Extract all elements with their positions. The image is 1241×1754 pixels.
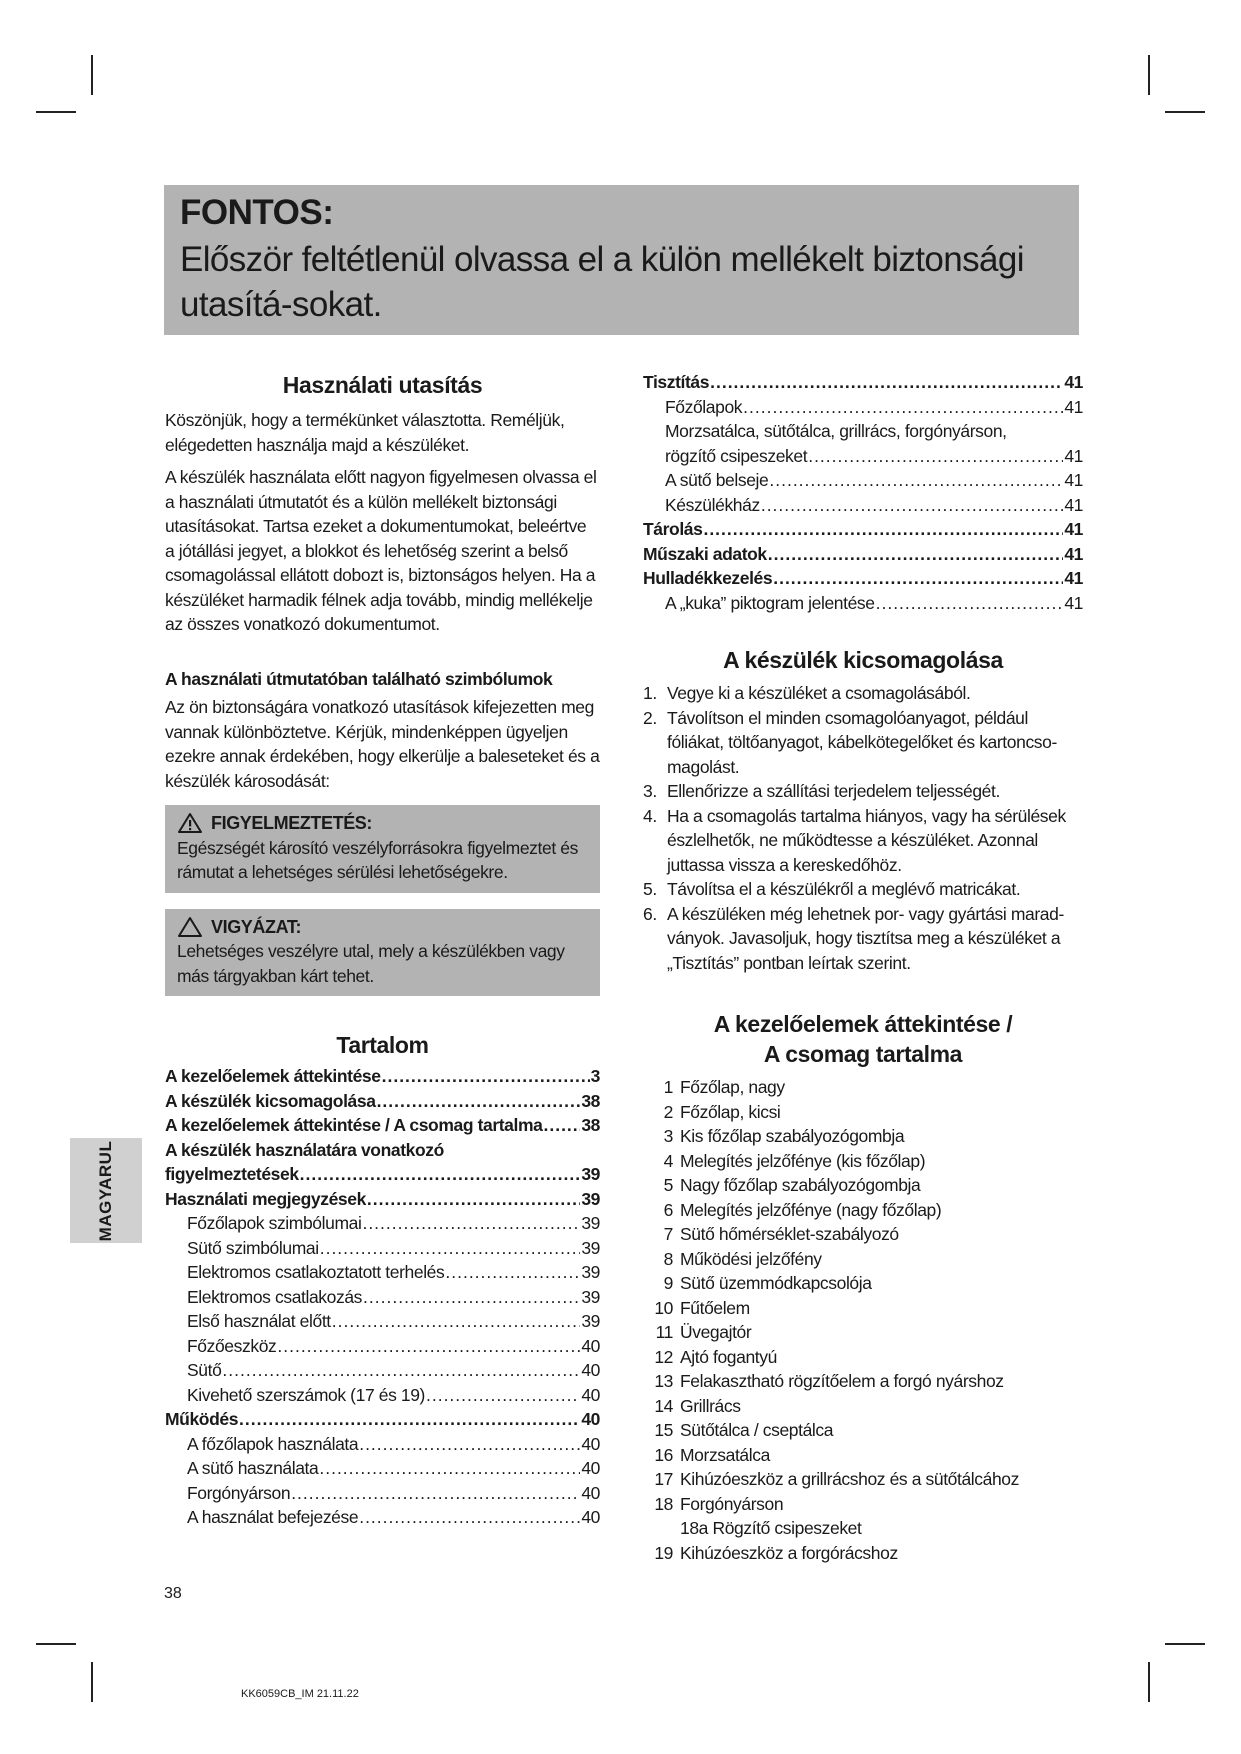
list-item: 3. Ellenőrizze a szállítási terjedelem teljességét. [643, 781, 1000, 801]
footer-code: KK6059CB_IM 21.11.22 [241, 1688, 359, 1700]
toc-item[interactable]: A készülék kicsomagolása ..... 38 [165, 1089, 600, 1114]
crop-mark [1148, 1662, 1150, 1702]
right-column [643, 370, 1083, 1565]
toc-item[interactable]: Elektromos csatlakozás ..... 39 [165, 1285, 600, 1310]
toc-item[interactable]: rögzítő csipeszeket ..... 41 [643, 444, 1083, 469]
unpacking-steps [643, 681, 1083, 975]
symbols-heading: A használati útmutatóban található szimbólumok [165, 668, 553, 689]
list-item: 1 Főzőlap, nagy [663, 1077, 785, 1097]
toc-item[interactable]: A „kuka” piktogram jelentése ..... 41 [643, 591, 1083, 616]
toc-item[interactable]: Kivehető szerszámok (17 és 19) ..... 40 [165, 1383, 600, 1408]
symbols-text: Az ön biztonságára vonatkozó utasítások kifejezetten meg vannak különböztetve. Kérjük, mindenképpen ügyeljen ezekre annak érdekében, hogy elkerülje a baleseteket és a készülék károsodását: [165, 697, 600, 791]
important-title: FONTOS: [180, 193, 334, 232]
table-of-contents [165, 1064, 600, 1530]
list-item: 8 Működési jelzőfény [663, 1248, 822, 1269]
toc-item[interactable]: Működés ..... 40 [165, 1407, 600, 1432]
caution-title: VIGYÁZAT: [211, 916, 302, 937]
warning-triangle-icon [177, 812, 203, 834]
toc-item[interactable]: Főzőlapok ..... 41 [643, 395, 1083, 420]
toc-heading: Tartalom [336, 1032, 429, 1058]
toc-item[interactable]: A kezelőelemek áttekintése ..... 3 [165, 1064, 600, 1089]
parts-heading-1: A kezelőelemek áttekintése / [713, 1011, 1013, 1037]
list-item: 10 Fűtőelem [654, 1297, 750, 1318]
toc-item[interactable]: Tisztítás ..... 41 [643, 370, 1083, 395]
list-item: 13 Felakasztható rögzítőelem a forgó nyárshoz [654, 1371, 1004, 1391]
toc-item[interactable]: Használati megjegyzések ..... 39 [165, 1187, 600, 1212]
list-item: 3 Kis főzőlap szabályozógombja [663, 1126, 905, 1146]
crop-mark [91, 1662, 93, 1702]
list-item: 18 Forgónyárson [654, 1493, 784, 1514]
list-item: 2. Távolítson el minden csomagolóanyagot, például fóliákat, töltőanyagot, kábelkötegelőket és kartoncso-magolást. [643, 707, 1057, 777]
toc-item[interactable]: A sütő belseje ..... 41 [643, 468, 1083, 493]
crop-mark [1165, 1643, 1205, 1645]
list-item: 11 Üvegajtór [655, 1322, 752, 1342]
language-tab [70, 1138, 142, 1243]
warning-text: Egészségét károsító veszélyforrásokra figyelmeztet és rámutat a lehetséges sérülési lehetőségekre. [177, 837, 578, 882]
crop-mark [36, 111, 76, 113]
intro-paragraph-2: A készülék használata előtt nagyon figyelmesen olvassa el a használati útmutatót és a külön mellékelt biztonsági utasításokat. Tartsa ezeket a dokumentumokat, beleértve a jótállási jegyet, a blokkot és lehetőség szerint a belső csomagolással ellátott dobozt is, biztonságos helyen. Ha a készüléket harmadik félnek adja tovább, mindig mellékelje az összes vonatkozó dokumentumot. [165, 467, 597, 634]
list-item: 4. Ha a csomagolás tartalma hiányos, vagy ha sérülések észlelhetők, ne működtesse a készüléket. Azonnal juttassa vissza a kereskedőhöz. [643, 805, 1066, 875]
crop-mark [91, 55, 93, 95]
toc-item[interactable]: Első használat előtt ..... 39 [165, 1309, 600, 1334]
list-item: 18a Rögzítő csipeszeket [680, 1518, 862, 1538]
crop-mark [1165, 111, 1205, 113]
toc-item[interactable]: A használat befejezése ..... 40 [165, 1505, 600, 1530]
toc-item[interactable]: A készülék használatára vonatkozó [165, 1139, 444, 1160]
crop-mark [36, 1643, 76, 1645]
important-text: Először feltétlenül olvassa el a külön mellékelt biztonsági utasítá-sokat. [180, 240, 1024, 324]
toc-item[interactable]: Elektromos csatlakoztatott terhelés ..... 39 [165, 1260, 600, 1285]
caution-text: Lehetséges veszélyre utal, mely a készülékben vagy más tárgyakban kárt tehet. [177, 941, 565, 986]
parts-list [643, 1075, 1083, 1565]
list-item: 14 Grillrács [654, 1395, 741, 1416]
parts-heading-2: A csomag tartalma [763, 1041, 963, 1067]
list-item: 2 Főzőlap, kicsi [663, 1101, 781, 1122]
list-item: 12 Ajtó fogantyú [654, 1346, 777, 1367]
left-column [165, 370, 600, 1530]
list-item: 19 Kihúzóeszköz a forgórácshoz [654, 1542, 898, 1563]
important-notice [164, 185, 1079, 335]
crop-mark [1148, 55, 1150, 95]
toc-item[interactable]: Főzőeszköz ..... 40 [165, 1334, 600, 1359]
list-item: 17 Kihúzóeszköz a grillrácshoz és a sütőtálcához [654, 1469, 1019, 1489]
list-item: 5. Távolítsa el a készülékről a meglévő matricákat. [643, 879, 1021, 899]
toc-item[interactable]: A sütő használata ..... 40 [165, 1456, 600, 1481]
unpacking-heading: A készülék kicsomagolása [723, 647, 1003, 673]
caution-box [165, 909, 600, 997]
page-number: 38 [164, 1585, 182, 1602]
list-item: 15 Sütőtálca / cseptálca [654, 1420, 834, 1440]
intro-paragraph-1: Köszönjük, hogy a termékünket választotta. Reméljük, elégedetten használja majd a készüléket. [165, 410, 565, 455]
toc-continued [643, 370, 1083, 615]
intro-heading: Használati utasítás [282, 372, 483, 398]
toc-item[interactable]: Tárolás ..... 41 [643, 517, 1083, 542]
caution-triangle-icon [177, 916, 203, 938]
toc-item[interactable]: Forgónyárson ..... 40 [165, 1481, 600, 1506]
list-item: 9 Sütő üzemmódkapcsolója [663, 1273, 872, 1293]
toc-item[interactable]: Hulladékkezelés ..... 41 [643, 566, 1083, 591]
toc-item[interactable]: Műszaki adatok ..... 41 [643, 542, 1083, 567]
list-item: 5 Nagy főzőlap szabályozógombja [663, 1175, 921, 1195]
list-item: 7 Sütő hőmérséklet-szabályozó [663, 1224, 899, 1244]
toc-item[interactable]: Morzsatálca, sütőtálca, grillrács, forgónyárson, [665, 421, 1007, 441]
list-item: 1. Vegye ki a készüléket a csomagolásából. [643, 683, 971, 703]
toc-item[interactable]: Főzőlapok szimbólumai ..... 39 [165, 1211, 600, 1236]
toc-item[interactable]: Sütő szimbólumai ..... 39 [165, 1236, 600, 1261]
warning-title: FIGYELMEZTETÉS: [211, 813, 373, 833]
list-item: 6. A készüléken még lehetnek por- vagy gyártási marad-ványok. Javasoljuk, hogy tisztítsa meg a készüléket a „Tisztítás” pontban leírtak szerint. [643, 903, 1064, 973]
toc-item[interactable]: Készülékház ..... 41 [643, 493, 1083, 518]
language-tab-label: MAGYARUL [96, 1140, 115, 1241]
toc-item[interactable]: A kezelőelemek áttekintése / A csomag tartalma ..... 38 [165, 1113, 600, 1138]
toc-item[interactable]: figyelmeztetések ..... 39 [165, 1162, 600, 1187]
warning-box [165, 805, 600, 893]
list-item: 4 Melegítés jelzőfénye (kis főzőlap) [663, 1150, 926, 1171]
toc-item[interactable]: Sütő ..... 40 [165, 1358, 600, 1383]
list-item: 6 Melegítés jelzőfénye (nagy főzőlap) [663, 1199, 942, 1220]
list-item: 16 Morzsatálca [654, 1444, 770, 1465]
toc-item[interactable]: A főzőlapok használata ..... 40 [165, 1432, 600, 1457]
